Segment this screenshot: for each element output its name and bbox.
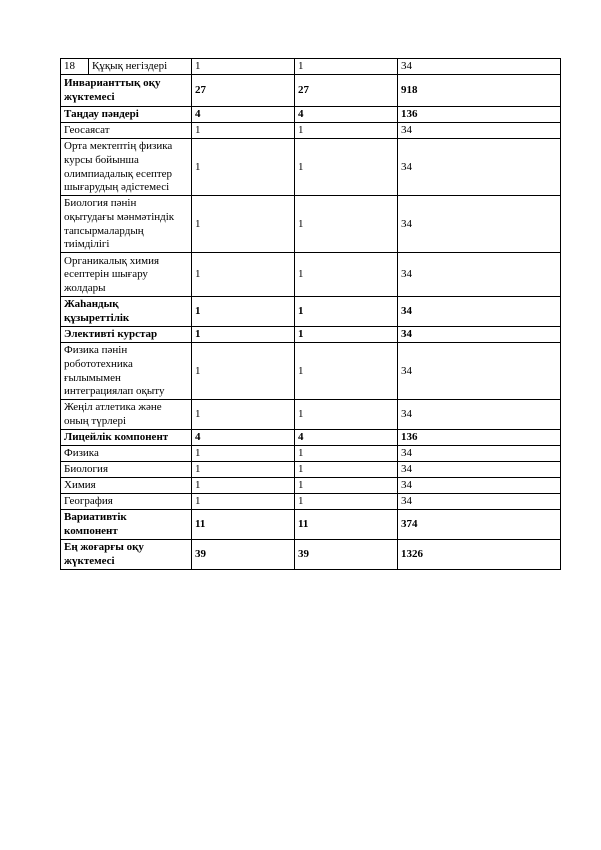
hours-cell-total: 34	[398, 297, 561, 327]
hours-cell-b: 1	[295, 494, 398, 510]
subject-name-cell	[61, 297, 192, 327]
hours-cell-total: 1326	[398, 540, 561, 570]
table-row	[61, 400, 561, 430]
subject-name-cell	[61, 139, 192, 196]
table-row	[61, 343, 561, 400]
hours-cell-a: 1	[192, 196, 295, 253]
hours-cell-total: 34	[398, 400, 561, 430]
hours-cell-a: 1	[192, 59, 295, 75]
hours-cell-a: 1	[192, 139, 295, 196]
hours-cell-a: 1	[192, 343, 295, 400]
hours-cell-b: 27	[295, 75, 398, 107]
hours-cell-a: 1	[192, 123, 295, 139]
hours-cell-a: 11	[192, 510, 295, 540]
hours-cell-a: 1	[192, 400, 295, 430]
subject-name-cell	[61, 540, 192, 570]
subject-name-cell: Геосаясат	[61, 123, 192, 139]
hours-cell-total: 34	[398, 343, 561, 400]
table-row	[61, 462, 561, 478]
hours-cell-total: 34	[398, 139, 561, 196]
hours-cell-a: 1	[192, 253, 295, 297]
hours-cell-b: 1	[295, 462, 398, 478]
hours-cell-total: 34	[398, 446, 561, 462]
hours-cell-a: 1	[192, 297, 295, 327]
hours-cell-a: 1	[192, 327, 295, 343]
subject-name-cell: Химия	[61, 478, 192, 494]
subject-name-text: Вариативтік компонент	[64, 511, 127, 537]
subject-name-cell: Таңдау пәндері	[61, 107, 192, 123]
hours-cell-b: 1	[295, 446, 398, 462]
subject-name-cell	[61, 196, 192, 253]
table-row	[61, 430, 561, 446]
hours-cell-b: 1	[295, 297, 398, 327]
table-row	[61, 478, 561, 494]
hours-cell-total: 136	[398, 430, 561, 446]
subject-name-cell	[61, 510, 192, 540]
hours-cell-a: 1	[192, 446, 295, 462]
subject-name-cell: Лицейлік компонент	[61, 430, 192, 446]
subject-name-cell	[61, 343, 192, 400]
hours-cell-total: 34	[398, 196, 561, 253]
subject-name-cell: География	[61, 494, 192, 510]
hours-cell-b: 39	[295, 540, 398, 570]
hours-cell-b: 1	[295, 400, 398, 430]
hours-cell-b: 1	[295, 327, 398, 343]
hours-cell-total: 34	[398, 494, 561, 510]
hours-cell-total: 918	[398, 75, 561, 107]
table-row	[61, 297, 561, 327]
subject-name-cell: Физика	[61, 446, 192, 462]
subject-name-text: Органикалық химия есептерін шығару жолдары	[64, 254, 160, 294]
subject-name-cell	[61, 400, 192, 430]
hours-cell-a: 1	[192, 478, 295, 494]
table-row	[61, 540, 561, 570]
table-row	[61, 253, 561, 297]
hours-cell-b: 1	[295, 478, 398, 494]
hours-cell-b: 11	[295, 510, 398, 540]
hours-cell-a: 39	[192, 540, 295, 570]
subject-name-text: Физика пәнін робототехника ғылымымен интеграциялап оқыту	[64, 344, 165, 398]
table-row	[61, 59, 561, 75]
hours-cell-a: 4	[192, 107, 295, 123]
curriculum-table	[60, 58, 561, 570]
subject-name-cell: Құқық негіздері	[89, 59, 192, 75]
hours-cell-b: 1	[295, 139, 398, 196]
subject-name-text: Жаһандық құзыреттілік	[64, 298, 130, 324]
subject-name-text: Орта мектептің физика курсы бойынша олимпиадалық есептер шығарудың әдістемесі	[64, 140, 173, 194]
hours-cell-b: 1	[295, 196, 398, 253]
hours-cell-b: 4	[295, 107, 398, 123]
subject-name-cell: Элективті курстар	[61, 327, 192, 343]
hours-cell-total: 374	[398, 510, 561, 540]
table-row	[61, 139, 561, 196]
hours-cell-total: 34	[398, 462, 561, 478]
hours-cell-b: 4	[295, 430, 398, 446]
hours-cell-total: 34	[398, 59, 561, 75]
hours-cell-total: 34	[398, 253, 561, 297]
table-row	[61, 107, 561, 123]
subject-name-text: Биология пәнін оқытудағы мәнмәтіндік тапсырмалардың тиімділігі	[64, 197, 175, 251]
table-row	[61, 327, 561, 343]
table-row	[61, 123, 561, 139]
table-row	[61, 75, 561, 107]
subject-name-cell: Инварианттық оқу жүктемесі	[61, 75, 192, 107]
subject-name-cell	[61, 253, 192, 297]
hours-cell-b: 1	[295, 253, 398, 297]
hours-cell-total: 34	[398, 478, 561, 494]
hours-cell-a: 4	[192, 430, 295, 446]
subject-name-text: Жеңіл атлетика және оның түрлері	[64, 401, 162, 427]
table-row	[61, 510, 561, 540]
row-number-cell: 18	[61, 59, 89, 75]
hours-cell-a: 1	[192, 462, 295, 478]
table-row	[61, 494, 561, 510]
table-row	[61, 196, 561, 253]
hours-cell-a: 1	[192, 494, 295, 510]
curriculum-table-body	[61, 59, 561, 570]
hours-cell-b: 1	[295, 59, 398, 75]
table-row	[61, 446, 561, 462]
hours-cell-total: 136	[398, 107, 561, 123]
subject-name-text: Ең жоғарғы оқу жүктемесі	[64, 541, 144, 567]
hours-cell-total: 34	[398, 327, 561, 343]
hours-cell-a: 27	[192, 75, 295, 107]
hours-cell-b: 1	[295, 123, 398, 139]
hours-cell-total: 34	[398, 123, 561, 139]
hours-cell-b: 1	[295, 343, 398, 400]
subject-name-cell: Биология	[61, 462, 192, 478]
